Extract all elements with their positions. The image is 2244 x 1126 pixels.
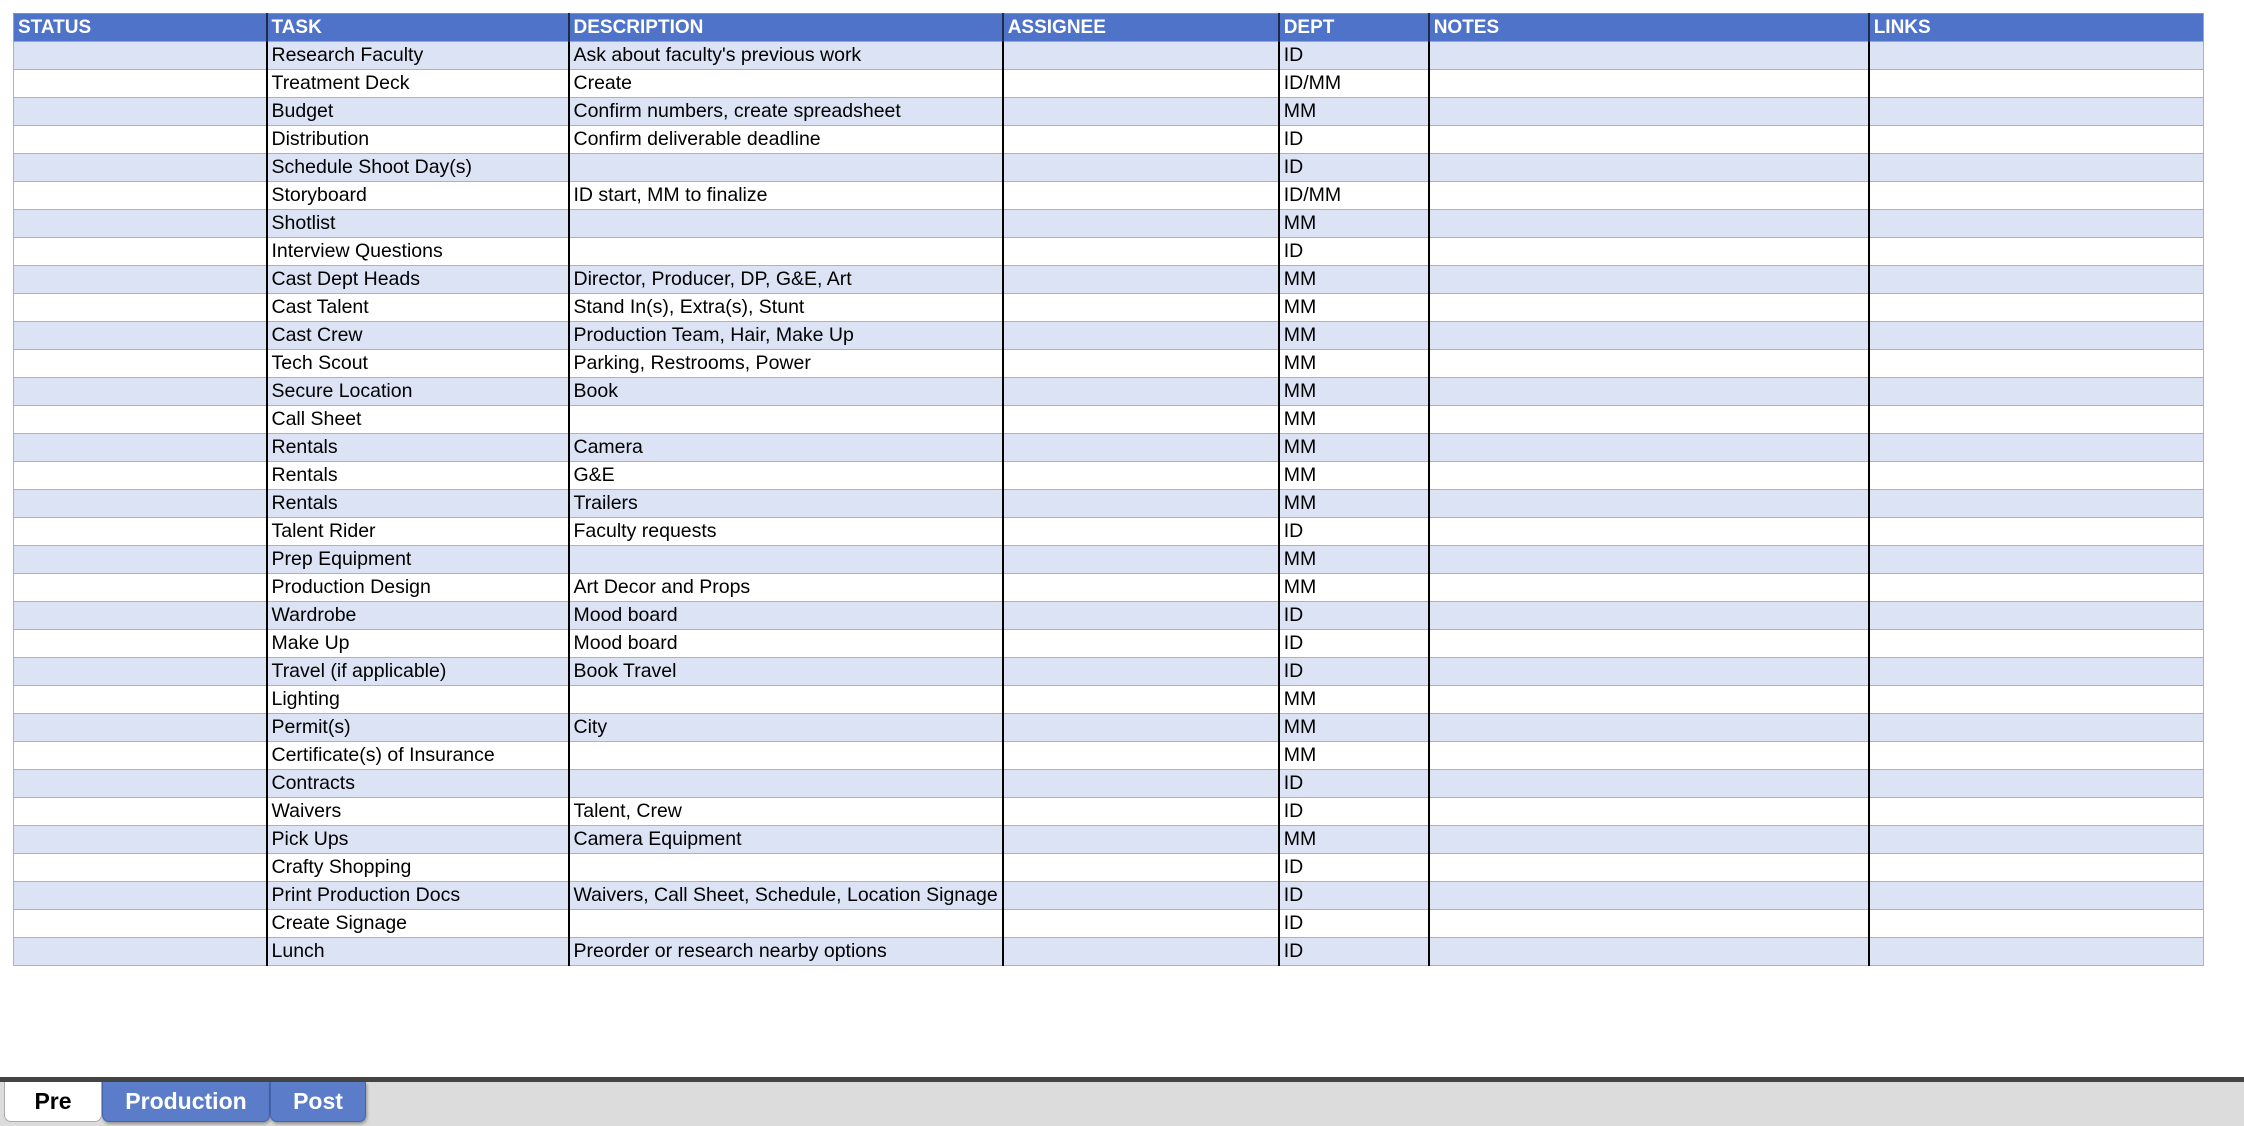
cell-dept[interactable]: MM bbox=[1279, 98, 1429, 126]
cell-description[interactable]: Book Travel bbox=[569, 658, 1003, 686]
cell-status[interactable] bbox=[14, 714, 267, 742]
table-row bbox=[14, 154, 2204, 182]
cell-assignee[interactable] bbox=[1003, 350, 1279, 378]
cell-task[interactable]: Interview Questions bbox=[267, 238, 569, 266]
header-status[interactable]: STATUS bbox=[14, 14, 267, 42]
cell-description[interactable] bbox=[569, 546, 1003, 574]
cell-description[interactable]: Book bbox=[569, 378, 1003, 406]
cell-dept[interactable]: ID bbox=[1279, 154, 1429, 182]
cell-task[interactable]: Rentals bbox=[267, 462, 569, 490]
cell-status[interactable] bbox=[14, 518, 267, 546]
cell-assignee[interactable] bbox=[1003, 938, 1279, 966]
cell-notes[interactable] bbox=[1429, 266, 1869, 294]
cell-dept[interactable]: MM bbox=[1279, 210, 1429, 238]
cell-assignee[interactable] bbox=[1003, 714, 1279, 742]
cell-description[interactable]: Parking, Restrooms, Power bbox=[569, 350, 1003, 378]
cell-assignee[interactable] bbox=[1003, 210, 1279, 238]
cell-notes[interactable] bbox=[1429, 154, 1869, 182]
cell-links[interactable] bbox=[1869, 238, 2204, 266]
cell-assignee[interactable] bbox=[1003, 238, 1279, 266]
cell-description[interactable]: Camera Equipment bbox=[569, 826, 1003, 854]
cell-task[interactable]: Shotlist bbox=[267, 210, 569, 238]
table-row bbox=[14, 434, 2204, 462]
cell-status[interactable] bbox=[14, 42, 267, 70]
cell-status[interactable] bbox=[14, 686, 267, 714]
table-row bbox=[14, 210, 2204, 238]
cell-links[interactable] bbox=[1869, 350, 2204, 378]
cell-description[interactable]: Stand In(s), Extra(s), Stunt bbox=[569, 294, 1003, 322]
header-description[interactable]: DESCRIPTION bbox=[569, 14, 1003, 42]
table-row bbox=[14, 854, 2204, 882]
cell-task[interactable]: Cast Dept Heads bbox=[267, 266, 569, 294]
cell-dept[interactable]: MM bbox=[1279, 462, 1429, 490]
spreadsheet-grid bbox=[13, 13, 2204, 966]
cell-task[interactable]: Contracts bbox=[267, 770, 569, 798]
header-row bbox=[14, 14, 2204, 42]
cell-notes[interactable] bbox=[1429, 378, 1869, 406]
cell-notes[interactable] bbox=[1429, 770, 1869, 798]
cell-dept[interactable]: ID bbox=[1279, 658, 1429, 686]
cell-assignee[interactable] bbox=[1003, 602, 1279, 630]
cell-task[interactable]: Lunch bbox=[267, 938, 569, 966]
cell-dept[interactable]: ID bbox=[1279, 42, 1429, 70]
cell-description[interactable]: Confirm numbers, create spreadsheet bbox=[569, 98, 1003, 126]
cell-links[interactable] bbox=[1869, 210, 2204, 238]
cell-description[interactable]: Waivers, Call Sheet, Schedule, Location Signage bbox=[569, 882, 1003, 910]
cell-assignee[interactable] bbox=[1003, 882, 1279, 910]
table-row bbox=[14, 882, 2204, 910]
cell-status[interactable] bbox=[14, 490, 267, 518]
cell-status[interactable] bbox=[14, 882, 267, 910]
cell-description[interactable]: Director, Producer, DP, G&E, Art bbox=[569, 266, 1003, 294]
cell-assignee[interactable] bbox=[1003, 322, 1279, 350]
table-row bbox=[14, 182, 2204, 210]
cell-links[interactable] bbox=[1869, 98, 2204, 126]
table-row bbox=[14, 518, 2204, 546]
cell-assignee[interactable] bbox=[1003, 294, 1279, 322]
cell-dept[interactable]: MM bbox=[1279, 714, 1429, 742]
cell-dept[interactable]: MM bbox=[1279, 378, 1429, 406]
cell-description[interactable]: Ask about faculty's previous work bbox=[569, 42, 1003, 70]
cell-dept[interactable]: ID bbox=[1279, 126, 1429, 154]
cell-dept[interactable]: ID bbox=[1279, 238, 1429, 266]
cell-links[interactable] bbox=[1869, 910, 2204, 938]
table-row bbox=[14, 126, 2204, 154]
cell-links[interactable] bbox=[1869, 126, 2204, 154]
cell-task[interactable]: Pick Ups bbox=[267, 826, 569, 854]
cell-task[interactable]: Call Sheet bbox=[267, 406, 569, 434]
cell-dept[interactable]: MM bbox=[1279, 574, 1429, 602]
cell-links[interactable] bbox=[1869, 462, 2204, 490]
cell-notes[interactable] bbox=[1429, 630, 1869, 658]
cell-links[interactable] bbox=[1869, 266, 2204, 294]
cell-notes[interactable] bbox=[1429, 322, 1869, 350]
cell-status[interactable] bbox=[14, 742, 267, 770]
table-row bbox=[14, 70, 2204, 98]
cell-description[interactable]: Talent, Crew bbox=[569, 798, 1003, 826]
cell-assignee[interactable] bbox=[1003, 462, 1279, 490]
table-row bbox=[14, 798, 2204, 826]
cell-notes[interactable] bbox=[1429, 910, 1869, 938]
header-dept[interactable]: DEPT bbox=[1279, 14, 1429, 42]
cell-links[interactable] bbox=[1869, 182, 2204, 210]
cell-task[interactable]: Cast Crew bbox=[267, 322, 569, 350]
table-body bbox=[14, 42, 2204, 966]
cell-description[interactable]: Production Team, Hair, Make Up bbox=[569, 322, 1003, 350]
cell-links[interactable] bbox=[1869, 574, 2204, 602]
cell-links[interactable] bbox=[1869, 770, 2204, 798]
cell-notes[interactable] bbox=[1429, 602, 1869, 630]
cell-notes[interactable] bbox=[1429, 350, 1869, 378]
cell-task[interactable]: Rentals bbox=[267, 434, 569, 462]
cell-links[interactable] bbox=[1869, 154, 2204, 182]
table-row bbox=[14, 602, 2204, 630]
cell-dept[interactable]: MM bbox=[1279, 742, 1429, 770]
cell-assignee[interactable] bbox=[1003, 266, 1279, 294]
cell-notes[interactable] bbox=[1429, 826, 1869, 854]
cell-description[interactable]: G&E bbox=[569, 462, 1003, 490]
cell-status[interactable] bbox=[14, 826, 267, 854]
cell-assignee[interactable] bbox=[1003, 658, 1279, 686]
cell-description[interactable]: ID start, MM to finalize bbox=[569, 182, 1003, 210]
cell-assignee[interactable] bbox=[1003, 126, 1279, 154]
cell-task[interactable]: Cast Talent bbox=[267, 294, 569, 322]
cell-task[interactable]: Waivers bbox=[267, 798, 569, 826]
cell-status[interactable] bbox=[14, 910, 267, 938]
cell-task[interactable]: Wardrobe bbox=[267, 602, 569, 630]
cell-status[interactable] bbox=[14, 378, 267, 406]
cell-assignee[interactable] bbox=[1003, 518, 1279, 546]
cell-task[interactable]: Tech Scout bbox=[267, 350, 569, 378]
cell-status[interactable] bbox=[14, 630, 267, 658]
header-notes[interactable]: NOTES bbox=[1429, 14, 1869, 42]
cell-status[interactable] bbox=[14, 434, 267, 462]
cell-notes[interactable] bbox=[1429, 490, 1869, 518]
cell-assignee[interactable] bbox=[1003, 798, 1279, 826]
cell-description[interactable]: Camera bbox=[569, 434, 1003, 462]
table-row bbox=[14, 42, 2204, 70]
cell-links[interactable] bbox=[1869, 406, 2204, 434]
cell-task[interactable]: Secure Location bbox=[267, 378, 569, 406]
cell-links[interactable] bbox=[1869, 546, 2204, 574]
cell-notes[interactable] bbox=[1429, 182, 1869, 210]
cell-dept[interactable]: ID bbox=[1279, 854, 1429, 882]
cell-links[interactable] bbox=[1869, 294, 2204, 322]
cell-status[interactable] bbox=[14, 266, 267, 294]
cell-links[interactable] bbox=[1869, 658, 2204, 686]
cell-task[interactable]: Certificate(s) of Insurance bbox=[267, 742, 569, 770]
sheet-tab-production[interactable]: Production bbox=[102, 1082, 270, 1122]
cell-assignee[interactable] bbox=[1003, 154, 1279, 182]
cell-dept[interactable]: MM bbox=[1279, 406, 1429, 434]
cell-task[interactable]: Crafty Shopping bbox=[267, 854, 569, 882]
cell-assignee[interactable] bbox=[1003, 574, 1279, 602]
cell-dept[interactable]: ID bbox=[1279, 630, 1429, 658]
cell-links[interactable] bbox=[1869, 938, 2204, 966]
table-row bbox=[14, 350, 2204, 378]
cell-task[interactable]: Storyboard bbox=[267, 182, 569, 210]
task-table bbox=[13, 13, 2204, 966]
cell-status[interactable] bbox=[14, 546, 267, 574]
cell-assignee[interactable] bbox=[1003, 98, 1279, 126]
cell-notes[interactable] bbox=[1429, 882, 1869, 910]
cell-description[interactable] bbox=[569, 910, 1003, 938]
cell-assignee[interactable] bbox=[1003, 770, 1279, 798]
cell-assignee[interactable] bbox=[1003, 182, 1279, 210]
cell-status[interactable] bbox=[14, 294, 267, 322]
cell-description[interactable] bbox=[569, 770, 1003, 798]
cell-links[interactable] bbox=[1869, 854, 2204, 882]
cell-status[interactable] bbox=[14, 406, 267, 434]
cell-status[interactable] bbox=[14, 210, 267, 238]
cell-dept[interactable]: MM bbox=[1279, 350, 1429, 378]
cell-links[interactable] bbox=[1869, 630, 2204, 658]
table-row bbox=[14, 98, 2204, 126]
cell-task[interactable]: Create Signage bbox=[267, 910, 569, 938]
cell-assignee[interactable] bbox=[1003, 742, 1279, 770]
table-row bbox=[14, 406, 2204, 434]
cell-status[interactable] bbox=[14, 98, 267, 126]
cell-task[interactable]: Rentals bbox=[267, 490, 569, 518]
cell-task[interactable]: Distribution bbox=[267, 126, 569, 154]
cell-status[interactable] bbox=[14, 238, 267, 266]
cell-links[interactable] bbox=[1869, 826, 2204, 854]
cell-description[interactable]: Art Decor and Props bbox=[569, 574, 1003, 602]
table-row bbox=[14, 462, 2204, 490]
cell-dept[interactable]: ID bbox=[1279, 770, 1429, 798]
cell-notes[interactable] bbox=[1429, 938, 1869, 966]
cell-notes[interactable] bbox=[1429, 406, 1869, 434]
cell-task[interactable]: Make Up bbox=[267, 630, 569, 658]
cell-notes[interactable] bbox=[1429, 714, 1869, 742]
cell-task[interactable]: Print Production Docs bbox=[267, 882, 569, 910]
cell-description[interactable]: City bbox=[569, 714, 1003, 742]
cell-status[interactable] bbox=[14, 574, 267, 602]
table-row bbox=[14, 658, 2204, 686]
cell-task[interactable]: Travel (if applicable) bbox=[267, 658, 569, 686]
cell-notes[interactable] bbox=[1429, 70, 1869, 98]
cell-status[interactable] bbox=[14, 126, 267, 154]
cell-notes[interactable] bbox=[1429, 42, 1869, 70]
cell-links[interactable] bbox=[1869, 42, 2204, 70]
cell-task[interactable]: Schedule Shoot Day(s) bbox=[267, 154, 569, 182]
cell-task[interactable]: Permit(s) bbox=[267, 714, 569, 742]
sheet-tab-pre[interactable]: Pre bbox=[4, 1082, 102, 1122]
cell-dept[interactable]: ID bbox=[1279, 882, 1429, 910]
cell-links[interactable] bbox=[1869, 686, 2204, 714]
cell-status[interactable] bbox=[14, 798, 267, 826]
cell-status[interactable] bbox=[14, 462, 267, 490]
table-row bbox=[14, 770, 2204, 798]
cell-notes[interactable] bbox=[1429, 574, 1869, 602]
cell-status[interactable] bbox=[14, 70, 267, 98]
header-assignee[interactable]: ASSIGNEE bbox=[1003, 14, 1279, 42]
header-links[interactable]: LINKS bbox=[1869, 14, 2204, 42]
cell-assignee[interactable] bbox=[1003, 854, 1279, 882]
cell-notes[interactable] bbox=[1429, 546, 1869, 574]
cell-links[interactable] bbox=[1869, 518, 2204, 546]
header-task[interactable]: TASK bbox=[267, 14, 569, 42]
cell-dept[interactable]: ID bbox=[1279, 798, 1429, 826]
table-row bbox=[14, 266, 2204, 294]
cell-status[interactable] bbox=[14, 938, 267, 966]
cell-dept[interactable]: MM bbox=[1279, 686, 1429, 714]
cell-task[interactable]: Production Design bbox=[267, 574, 569, 602]
cell-links[interactable] bbox=[1869, 434, 2204, 462]
cell-assignee[interactable] bbox=[1003, 686, 1279, 714]
cell-assignee[interactable] bbox=[1003, 546, 1279, 574]
cell-assignee[interactable] bbox=[1003, 378, 1279, 406]
cell-links[interactable] bbox=[1869, 378, 2204, 406]
cell-description[interactable]: Trailers bbox=[569, 490, 1003, 518]
cell-dept[interactable]: ID bbox=[1279, 938, 1429, 966]
cell-dept[interactable]: MM bbox=[1279, 490, 1429, 518]
cell-dept[interactable]: MM bbox=[1279, 826, 1429, 854]
cell-dept[interactable]: MM bbox=[1279, 546, 1429, 574]
cell-task[interactable]: Treatment Deck bbox=[267, 70, 569, 98]
cell-status[interactable] bbox=[14, 350, 267, 378]
cell-dept[interactable]: ID bbox=[1279, 910, 1429, 938]
table-row bbox=[14, 378, 2204, 406]
cell-notes[interactable] bbox=[1429, 462, 1869, 490]
cell-description[interactable]: Faculty requests bbox=[569, 518, 1003, 546]
cell-description[interactable] bbox=[569, 406, 1003, 434]
cell-status[interactable] bbox=[14, 322, 267, 350]
cell-description[interactable] bbox=[569, 854, 1003, 882]
cell-status[interactable] bbox=[14, 770, 267, 798]
cell-task[interactable]: Lighting bbox=[267, 686, 569, 714]
cell-dept[interactable]: MM bbox=[1279, 434, 1429, 462]
cell-links[interactable] bbox=[1869, 490, 2204, 518]
cell-links[interactable] bbox=[1869, 70, 2204, 98]
cell-description[interactable]: Preorder or research nearby options bbox=[569, 938, 1003, 966]
cell-dept[interactable]: ID bbox=[1279, 602, 1429, 630]
cell-description[interactable]: Create bbox=[569, 70, 1003, 98]
cell-notes[interactable] bbox=[1429, 686, 1869, 714]
cell-notes[interactable] bbox=[1429, 434, 1869, 462]
cell-notes[interactable] bbox=[1429, 126, 1869, 154]
cell-links[interactable] bbox=[1869, 742, 2204, 770]
cell-description[interactable]: Mood board bbox=[569, 630, 1003, 658]
cell-assignee[interactable] bbox=[1003, 910, 1279, 938]
cell-dept[interactable]: MM bbox=[1279, 294, 1429, 322]
cell-task[interactable]: Budget bbox=[267, 98, 569, 126]
cell-description[interactable] bbox=[569, 238, 1003, 266]
table-row bbox=[14, 938, 2204, 966]
cell-status[interactable] bbox=[14, 182, 267, 210]
cell-links[interactable] bbox=[1869, 714, 2204, 742]
cell-notes[interactable] bbox=[1429, 518, 1869, 546]
cell-notes[interactable] bbox=[1429, 294, 1869, 322]
cell-links[interactable] bbox=[1869, 602, 2204, 630]
cell-dept[interactable]: MM bbox=[1279, 266, 1429, 294]
sheet-tab-bar bbox=[0, 1077, 2244, 1126]
cell-status[interactable] bbox=[14, 658, 267, 686]
cell-task[interactable]: Prep Equipment bbox=[267, 546, 569, 574]
table-row bbox=[14, 574, 2204, 602]
table-row bbox=[14, 294, 2204, 322]
cell-assignee[interactable] bbox=[1003, 490, 1279, 518]
sheet-tab-post[interactable]: Post bbox=[270, 1082, 366, 1122]
table-row bbox=[14, 686, 2204, 714]
cell-status[interactable] bbox=[14, 154, 267, 182]
cell-dept[interactable]: ID/MM bbox=[1279, 70, 1429, 98]
cell-links[interactable] bbox=[1869, 882, 2204, 910]
cell-notes[interactable] bbox=[1429, 798, 1869, 826]
cell-description[interactable] bbox=[569, 686, 1003, 714]
table-row bbox=[14, 322, 2204, 350]
cell-assignee[interactable] bbox=[1003, 630, 1279, 658]
cell-assignee[interactable] bbox=[1003, 70, 1279, 98]
cell-status[interactable] bbox=[14, 602, 267, 630]
cell-dept[interactable]: MM bbox=[1279, 322, 1429, 350]
table-row bbox=[14, 714, 2204, 742]
cell-dept[interactable]: ID/MM bbox=[1279, 182, 1429, 210]
cell-assignee[interactable] bbox=[1003, 406, 1279, 434]
cell-assignee[interactable] bbox=[1003, 826, 1279, 854]
cell-task[interactable]: Talent Rider bbox=[267, 518, 569, 546]
table-row bbox=[14, 630, 2204, 658]
table-row bbox=[14, 742, 2204, 770]
table-row bbox=[14, 546, 2204, 574]
cell-links[interactable] bbox=[1869, 798, 2204, 826]
cell-description[interactable] bbox=[569, 154, 1003, 182]
cell-notes[interactable] bbox=[1429, 238, 1869, 266]
cell-assignee[interactable] bbox=[1003, 42, 1279, 70]
cell-notes[interactable] bbox=[1429, 854, 1869, 882]
table-row bbox=[14, 238, 2204, 266]
cell-description[interactable]: Confirm deliverable deadline bbox=[569, 126, 1003, 154]
cell-status[interactable] bbox=[14, 854, 267, 882]
cell-description[interactable] bbox=[569, 742, 1003, 770]
cell-description[interactable]: Mood board bbox=[569, 602, 1003, 630]
table-row bbox=[14, 910, 2204, 938]
cell-notes[interactable] bbox=[1429, 210, 1869, 238]
cell-description[interactable] bbox=[569, 210, 1003, 238]
table-row bbox=[14, 826, 2204, 854]
cell-links[interactable] bbox=[1869, 322, 2204, 350]
cell-notes[interactable] bbox=[1429, 98, 1869, 126]
cell-task[interactable]: Research Faculty bbox=[267, 42, 569, 70]
table-row bbox=[14, 490, 2204, 518]
cell-dept[interactable]: ID bbox=[1279, 518, 1429, 546]
cell-notes[interactable] bbox=[1429, 742, 1869, 770]
cell-notes[interactable] bbox=[1429, 658, 1869, 686]
cell-assignee[interactable] bbox=[1003, 434, 1279, 462]
